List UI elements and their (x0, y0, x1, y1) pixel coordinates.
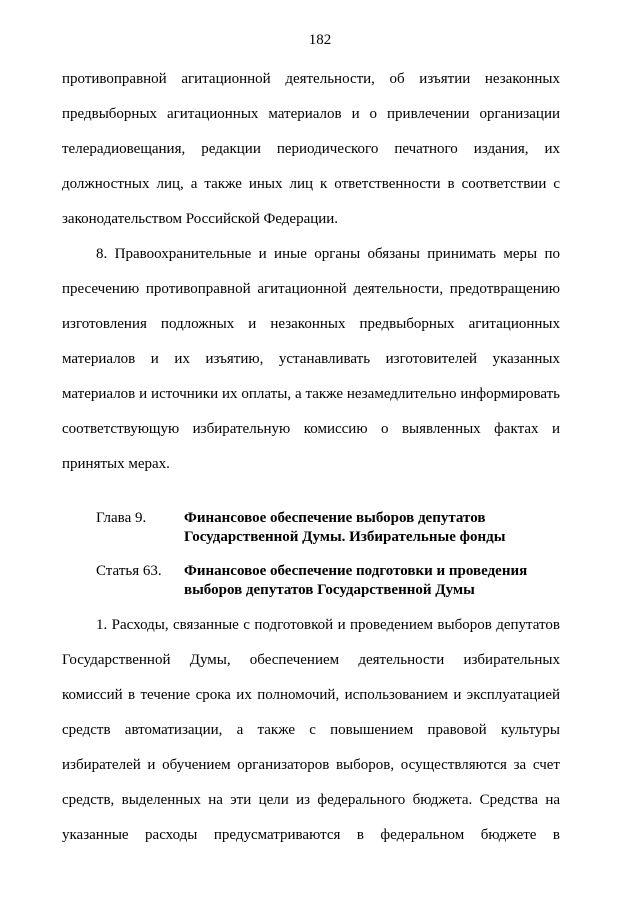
chapter-title-line: Государственной Думы. Избирательные фонды (184, 529, 506, 545)
text-line: Государственной Думы, обеспечением деятельности избирательных (62, 652, 560, 668)
text-line: 1. Расходы, связанные с подготовкой и проведением выборов депутатов (96, 617, 560, 633)
text-line: 8. Правоохранительные и иные органы обязаны принимать меры по (96, 246, 560, 262)
text-line: материалов и их изъятию, устанавливать изготовителей указанных (62, 351, 560, 367)
text-line: принятых мерах. (62, 456, 170, 472)
text-line: средств, выделенных на эти цели из федерального бюджета. Средства на (62, 792, 560, 808)
text-line: средств автоматизации, а также с повышением правовой культуры (62, 722, 560, 738)
chapter-title (184, 509, 564, 547)
text-line: противоправной агитационной деятельности, об изъятии незаконных (62, 71, 560, 87)
text-line: предвыборных агитационных материалов и о привлечении организации (62, 106, 560, 122)
text-line: материалов и источники их оплаты, а также незамедлительно информировать (62, 386, 560, 402)
chapter-title-line: Финансовое обеспечение выборов депутатов (184, 510, 486, 526)
text-line: должностных лиц, а также иных лиц к ответственности в соответствии с (62, 176, 560, 192)
page-number: 182 (308, 32, 332, 48)
text-line: телерадиовещания, редакции периодического печатного издания, их (62, 141, 560, 157)
article-title-line: выборов депутатов Государственной Думы (184, 582, 475, 598)
text-line: соответствующую избирательную комиссию о выявленных фактах и (62, 421, 560, 437)
article-label: Статья 63. (96, 563, 162, 579)
text-line: указанные расходы предусматриваются в федеральном бюджете в (62, 827, 560, 843)
chapter-label: Глава 9. (96, 510, 147, 526)
article-title (184, 562, 564, 600)
text-line: изготовления подложных и незаконных предвыборных агитационных (62, 316, 560, 332)
text-line: комиссий в течение срока их полномочий, использованием и эксплуатацией (62, 687, 560, 703)
text-line: пресечению противоправной агитационной деятельности, предотвращению (62, 281, 560, 297)
text-line: законодательством Российской Федерации. (62, 211, 339, 227)
text-line: избирателей и обучением организаторов выборов, осуществляются за счет (62, 757, 560, 773)
article-title-line: Финансовое обеспечение подготовки и проведения (184, 563, 528, 579)
